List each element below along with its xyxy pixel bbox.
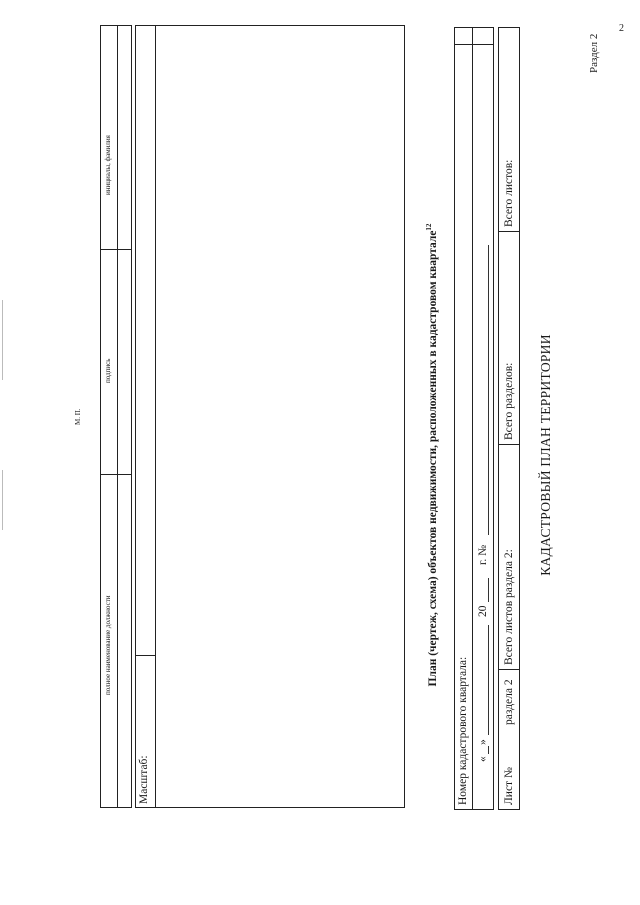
form-title: КАДАСТРОВЫЙ ПЛАН ТЕРРИТОРИИ bbox=[538, 334, 553, 576]
stamp-label: М. П. bbox=[74, 408, 82, 425]
divider bbox=[472, 27, 473, 810]
quarter-label: Номер кадастрового квартала: bbox=[457, 656, 469, 805]
year-prefix: 20 bbox=[477, 605, 489, 617]
scale-label: Масштаб: bbox=[138, 755, 150, 804]
divider bbox=[117, 25, 118, 808]
divider bbox=[498, 669, 520, 670]
section-part-label: раздела 2 bbox=[503, 679, 515, 725]
quote-close: » bbox=[477, 739, 489, 745]
total-sections-label: Всего разделов: bbox=[503, 362, 515, 440]
month-line bbox=[488, 625, 489, 735]
year-line bbox=[488, 578, 489, 602]
total-sheets-section-label: Всего листов раздела 2: bbox=[503, 549, 515, 665]
plan-title bbox=[425, 5, 439, 905]
plan-title-text: План (чертеж, схема) объектов недвижимости, расположенных в кадастровом квартале bbox=[426, 230, 439, 687]
year-suffix: г. № bbox=[477, 544, 489, 565]
signature-caption: подпись bbox=[104, 358, 112, 383]
divider bbox=[454, 44, 494, 45]
divider bbox=[155, 25, 156, 808]
divider bbox=[498, 444, 520, 445]
sheet-no-label: Лист № bbox=[503, 767, 515, 805]
position-caption: полное наименование должности bbox=[104, 595, 112, 695]
divider bbox=[498, 231, 520, 232]
page-number: 2 bbox=[619, 23, 624, 34]
divider bbox=[100, 474, 132, 475]
section-label: Раздел 2 bbox=[588, 33, 600, 73]
total-sheets-label: Всего листов: bbox=[503, 159, 515, 227]
plan-drawing-area bbox=[135, 25, 405, 808]
plan-footnote: 12 bbox=[425, 223, 433, 231]
number-line bbox=[488, 245, 489, 535]
divider bbox=[100, 249, 132, 250]
name-caption: инициалы, фамилия bbox=[104, 135, 112, 195]
quote-open: « bbox=[477, 756, 489, 762]
day-line bbox=[488, 746, 489, 754]
divider bbox=[135, 655, 155, 656]
